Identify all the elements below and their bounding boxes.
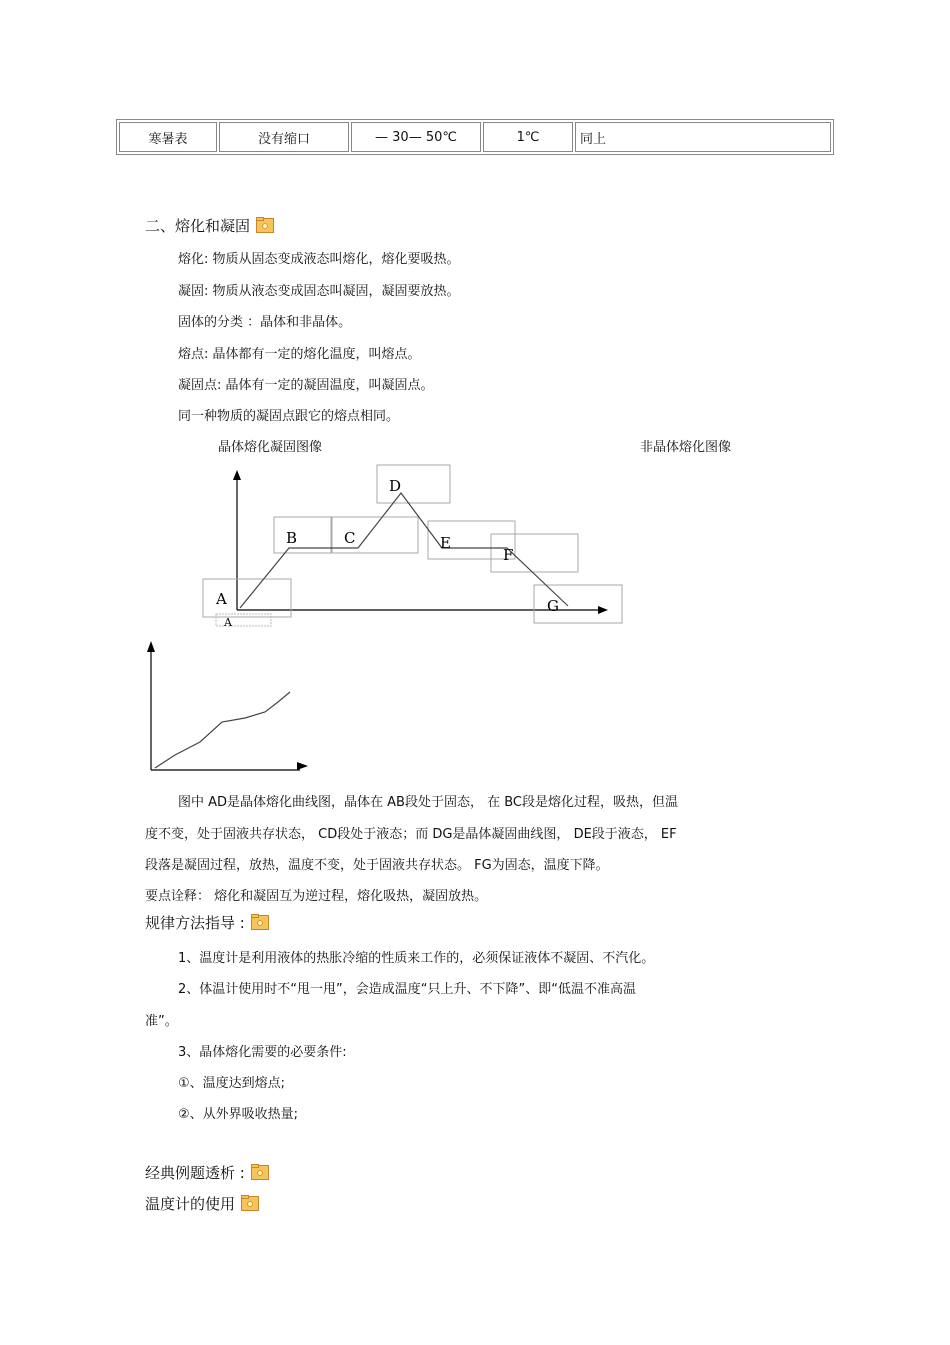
- amorphous-curve: [155, 692, 290, 768]
- crystal-graph-title: 晶体熔化凝固图像: [218, 440, 323, 455]
- amorphous-melting-graph: [147, 641, 308, 770]
- guide-line: 3、晶体熔化需要的必要条件:: [178, 1045, 347, 1060]
- label-c: C: [344, 529, 356, 547]
- guide-title: [145, 912, 269, 933]
- guide-line: 准”。: [145, 1014, 178, 1029]
- text-line: 同一种物质的凝固点跟它的熔点相同。: [178, 409, 400, 424]
- text-line: 凝固: 物质从液态变成固态叫凝固，凝固要放热。: [178, 284, 460, 299]
- examples-subtitle-text: 温度计的使用: [145, 1195, 236, 1213]
- examples-title: [145, 1162, 269, 1183]
- melting-curve: [240, 493, 568, 608]
- guide-line: ①、温度达到熔点;: [178, 1076, 286, 1091]
- label-a2: A: [224, 616, 232, 629]
- guide-line: 2、体温计使用时不“甩一甩”，会造成温度“只上升、不下降”、即“低温不准高温: [178, 982, 636, 997]
- examples-subtitle: [145, 1193, 259, 1214]
- y-axis-arrow: [147, 641, 155, 652]
- folder-icon: [241, 1195, 259, 1211]
- explanation-line: 要点诠释： 熔化和凝固互为逆过程，熔化吸热，凝固放热。: [145, 889, 488, 904]
- explanation-line: 度不变，处于固液共存状态， CD段处于液态；而 DG是晶体凝固曲线图， DE段于液态， EF: [145, 827, 677, 842]
- amorphous-graph-title: 非晶体熔化图像: [640, 440, 732, 455]
- label-box-d: [377, 465, 450, 503]
- text-line: 熔点: 晶体都有一定的熔化温度，叫熔点。: [178, 347, 421, 362]
- text-line: 熔化: 物质从固态变成液态叫熔化，熔化要吸热。: [178, 252, 460, 267]
- y-axis-arrow: [233, 470, 241, 480]
- text-line: 固体的分类 ：晶体和非晶体。: [178, 315, 352, 330]
- text-line: 凝固点: 晶体有一定的凝固温度，叫凝固点。: [178, 378, 434, 393]
- table-cell: 1℃: [483, 122, 573, 152]
- guide-line: ②、从外界吸收热量;: [178, 1107, 299, 1122]
- folder-icon: [251, 1164, 269, 1180]
- explanation-line: 段落是凝固过程，放热，温度不变，处于固液共存状态。 FG为固态，温度下降。: [145, 858, 609, 873]
- table-cell: 寒暑表: [119, 122, 217, 152]
- table-cell: 没有缩口: [219, 122, 349, 152]
- label-a: A: [216, 590, 227, 608]
- label-f: F: [503, 546, 514, 564]
- table-cell: 同上: [575, 122, 831, 152]
- section-title-text: 二、熔化和凝固: [145, 217, 251, 235]
- label-g: G: [547, 597, 559, 615]
- x-axis-arrow: [598, 606, 608, 614]
- table-cell: — 30— 50℃: [351, 122, 481, 152]
- explanation-line: 图中 AD是晶体熔化曲线图，晶体在 AB段处于固态， 在 BC段是熔化过程，吸热，但温: [178, 795, 679, 810]
- x-axis-arrow: [297, 762, 308, 770]
- label-b: B: [286, 529, 298, 547]
- label-e: E: [440, 534, 451, 552]
- folder-icon: [251, 914, 269, 930]
- examples-title-text: 经典例题透析 :: [145, 1164, 245, 1182]
- label-d: D: [389, 477, 402, 495]
- guide-line: 1、温度计是利用液体的热胀冷缩的性质来工作的，必须保证液体不凝固、不汽化。: [178, 951, 655, 966]
- guide-title-text: 规律方法指导 :: [145, 914, 245, 932]
